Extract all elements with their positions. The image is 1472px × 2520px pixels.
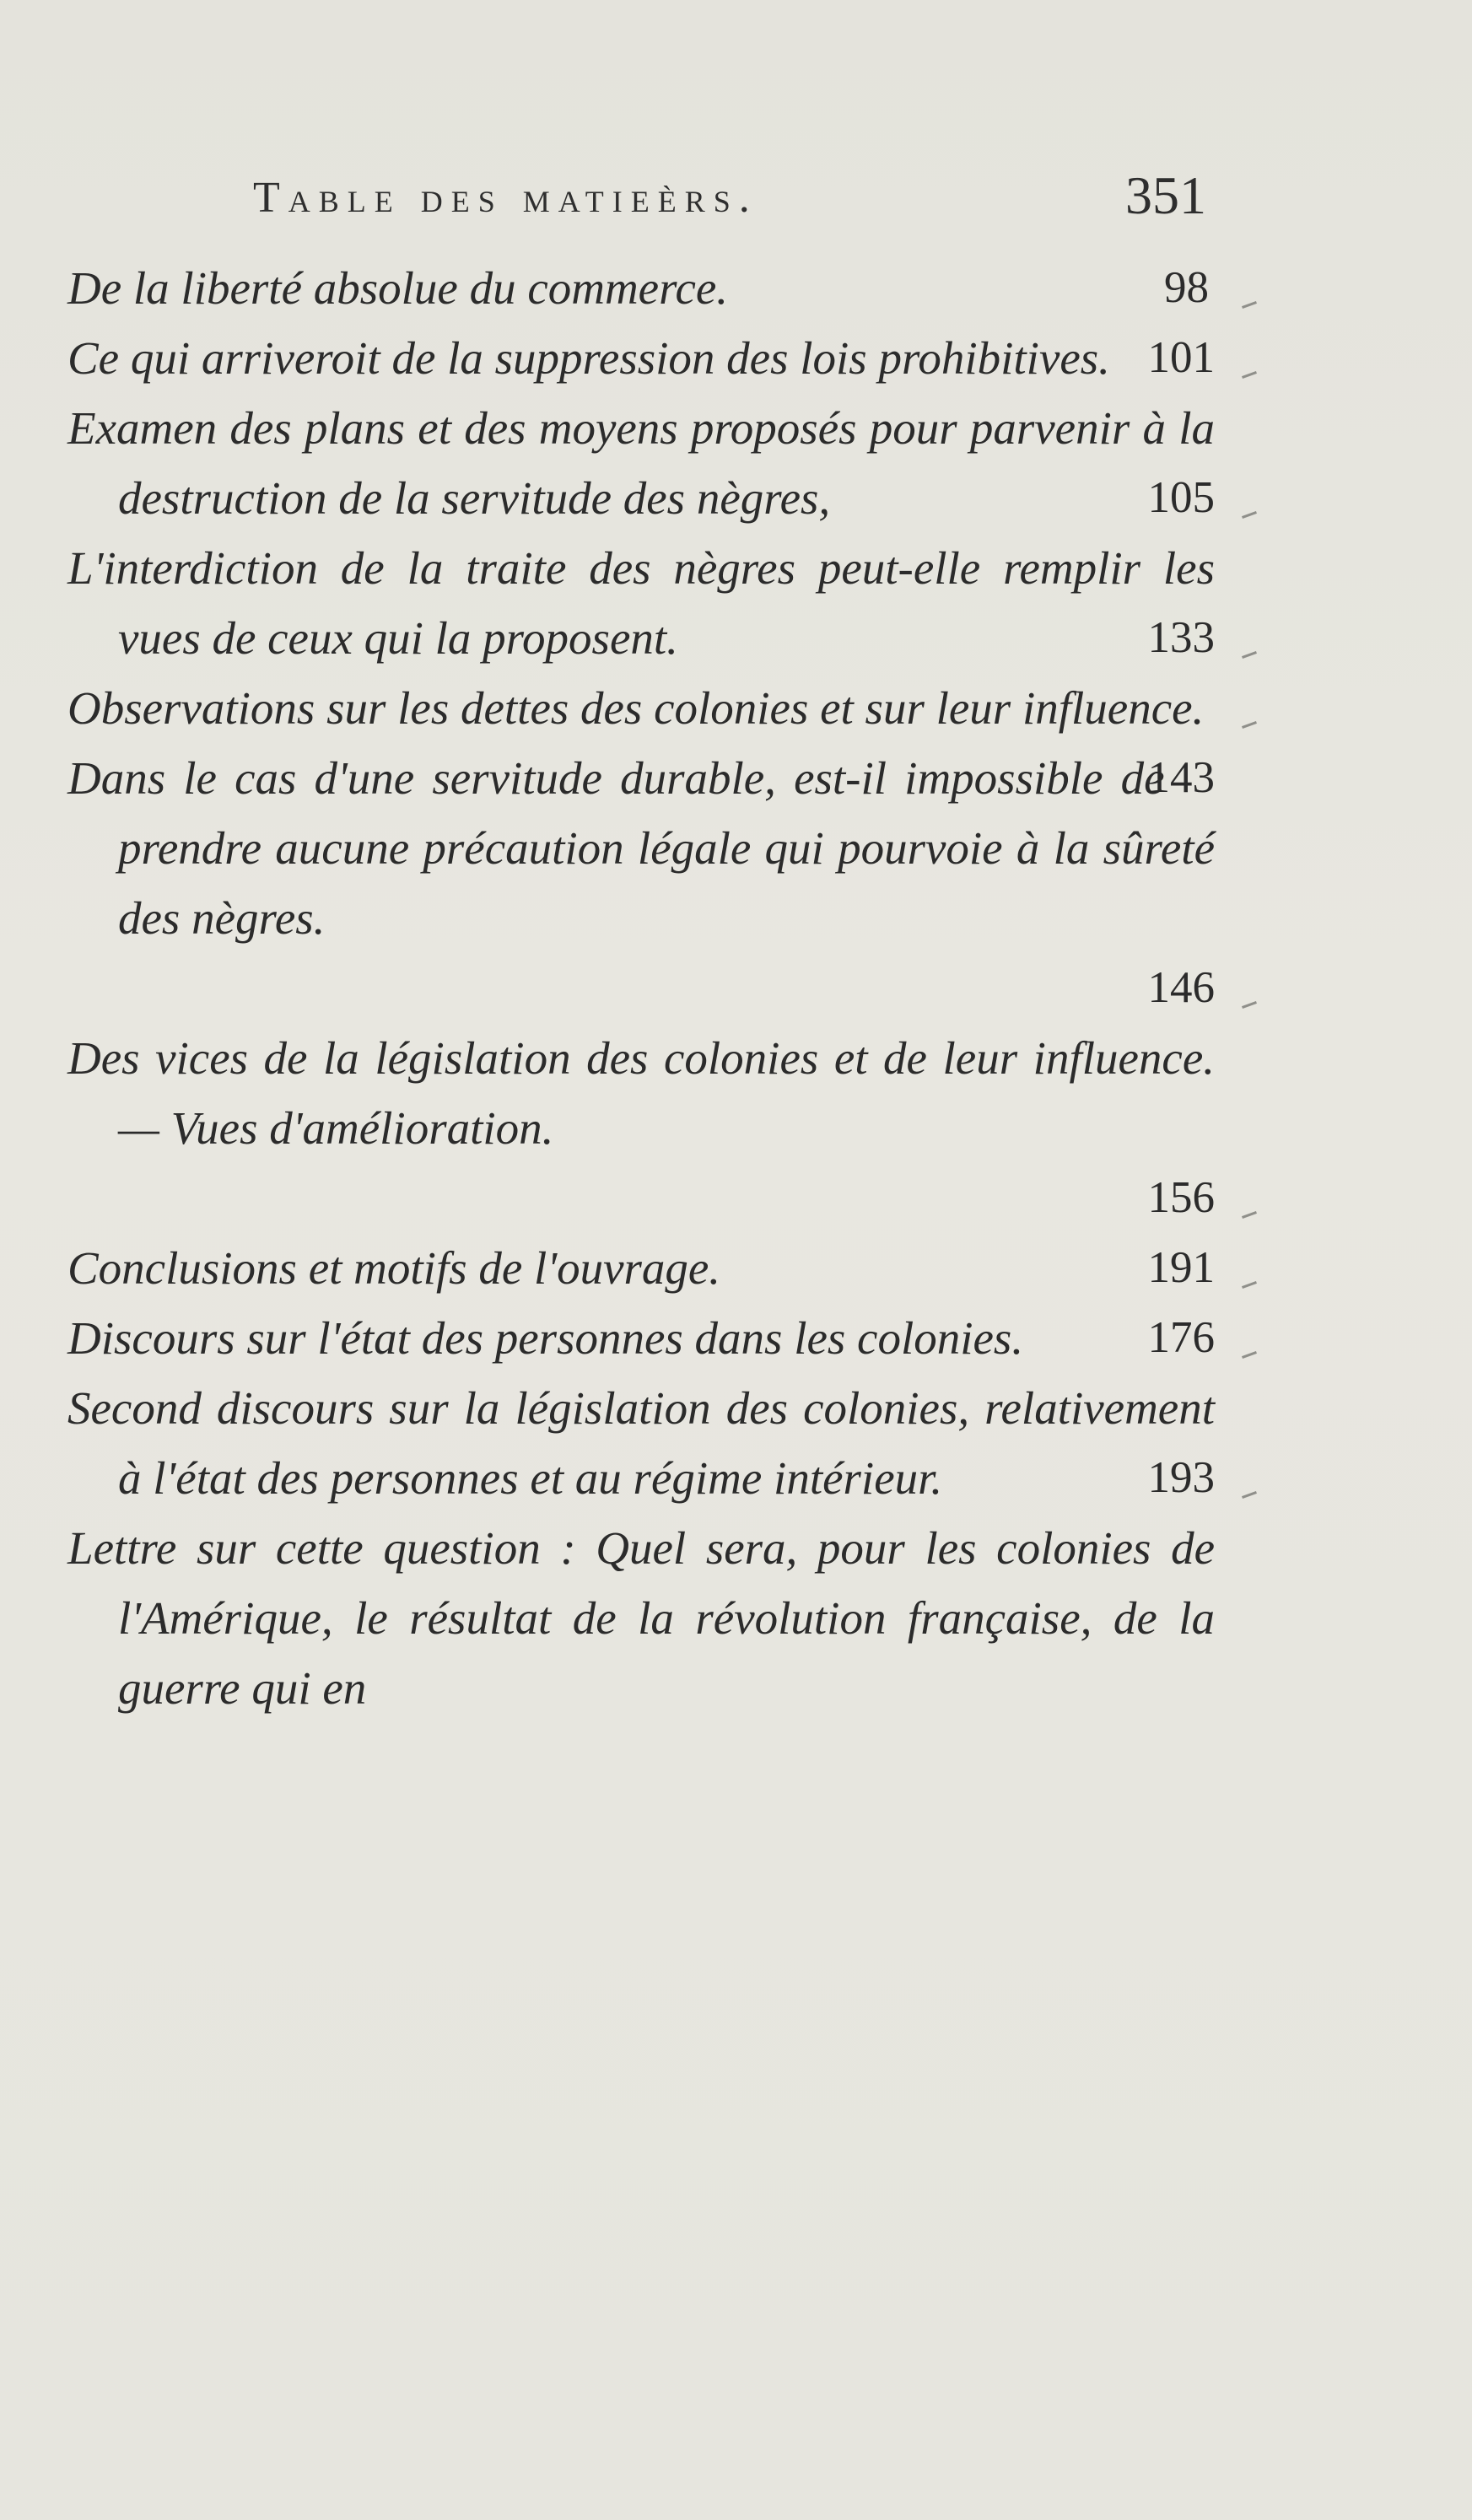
- toc-title: Des vices de la législation des colonies et de leur influence. — Vues d'amélioration.: [67, 1032, 1215, 1154]
- pencil-mark-icon: [1242, 1211, 1257, 1219]
- toc-title: Conclusions et motifs de l'ouvrage.: [67, 1242, 721, 1294]
- toc-page-number: 143: [1147, 753, 1215, 802]
- toc-title: Second discours sur la législation des colonies, relativement à l'état des personnes et au régime intérieur.: [67, 1382, 1215, 1504]
- toc-entry: [67, 1303, 1215, 1373]
- toc-entry: [67, 673, 1215, 802]
- toc-title: Discours sur l'état des personnes dans les colonies.: [67, 1312, 1024, 1364]
- toc-title: Ce qui arriveroit de la suppression des lois prohibitives.: [67, 332, 1110, 384]
- toc-page-number: 133: [1147, 613, 1215, 662]
- pencil-mark-icon: [1242, 651, 1257, 659]
- toc-page-number: 105: [1147, 473, 1215, 522]
- pencil-mark-icon: [1242, 1491, 1257, 1499]
- toc-entry: [67, 1233, 1215, 1303]
- toc-entry: [67, 393, 1215, 533]
- toc-page-number: 176: [1147, 1313, 1215, 1362]
- running-head: Table des matieèrs.: [253, 174, 758, 222]
- toc-entry: [67, 323, 1215, 393]
- toc-title: L'interdiction de la traite des nègres peut-elle remplir les vues de ceux qui la proposent.: [67, 542, 1215, 664]
- toc-page-number: 191: [1147, 1243, 1215, 1292]
- toc-title: Observations sur les dettes des colonies et sur leur influence.: [67, 682, 1205, 734]
- pencil-mark-icon: [1242, 301, 1257, 309]
- toc-entry: 98 De la liberté absolue du commerce.: [67, 253, 1215, 323]
- toc-title: Examen des plans et des moyens proposés pour parvenir à la destruction de la servitude des nègres,: [67, 402, 1215, 524]
- pencil-mark-icon: [1242, 511, 1257, 519]
- toc-title: Dans le cas d'une servitude durable, est-il impossible de prendre aucune précaution légale qui pourvoie à la sûreté des nègres.: [67, 752, 1215, 944]
- pencil-mark-icon: [1242, 1351, 1257, 1359]
- toc-page-number: 146: [1147, 963, 1215, 1012]
- toc-title: Lettre sur cette question : Quel sera, pour les colonies de l'Amérique, le résultat de la révolution française, de la guerre qui en: [67, 1522, 1215, 1714]
- table-of-contents: [67, 253, 1215, 1723]
- page-header: [253, 165, 1223, 240]
- page-number: 351: [1125, 165, 1206, 225]
- toc-entry: [67, 533, 1215, 673]
- toc-title: De la liberté absolue du commerce.: [67, 262, 729, 314]
- pencil-mark-icon: [1242, 1281, 1257, 1289]
- toc-page-number: 156: [1147, 1173, 1215, 1222]
- toc-entry: [67, 1023, 1215, 1233]
- pencil-mark-icon: [1242, 371, 1257, 379]
- toc-page-number: 101: [1147, 333, 1215, 382]
- toc-entry: [67, 1373, 1215, 1513]
- toc-page-number: 193: [1147, 1453, 1215, 1502]
- toc-entry: [67, 1513, 1215, 1723]
- pencil-mark-icon: [1242, 1001, 1257, 1009]
- toc-entry: [67, 743, 1215, 1023]
- pencil-mark-icon: [1242, 721, 1257, 729]
